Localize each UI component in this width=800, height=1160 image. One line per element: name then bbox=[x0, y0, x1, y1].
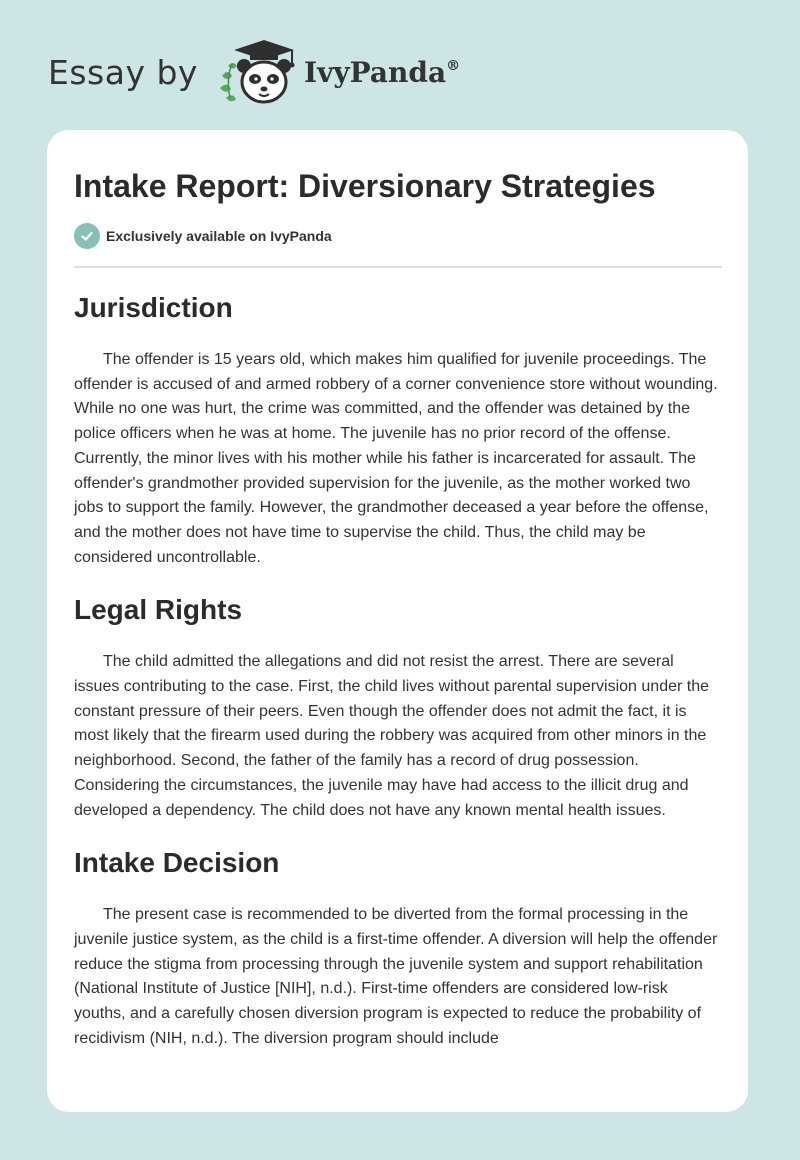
brand-name[interactable] bbox=[304, 56, 460, 89]
section-heading: Jurisdiction bbox=[74, 292, 233, 323]
exclusive-badge bbox=[74, 222, 722, 250]
section-paragraph: The present case is recommended to be diverted from the formal processing in the juvenile justice system, as the child is a first-time offender. A diversion will help the offender reduce the stigma from processing through the juvenile system and support rehabilitation (National Institute of Justice [NIH], n.d.). First-time offenders are considered low-risk youths, and a carefully chosen diversion program is expected to reduce the probability of recidivism (NIH, n.d.). The diversion program should include bbox=[74, 906, 718, 1047]
registered-mark: ® bbox=[446, 57, 461, 74]
section-heading: Legal Rights bbox=[74, 594, 243, 626]
page-title: Intake Report: Diversionary Strategies bbox=[74, 168, 656, 204]
section-jurisdiction bbox=[74, 290, 722, 570]
divider bbox=[74, 266, 722, 268]
badge-label: Exclusively available on IvyPanda bbox=[106, 228, 332, 244]
check-icon bbox=[74, 223, 100, 249]
section-legal-rights bbox=[74, 592, 722, 823]
section-paragraph: The offender is 15 years old, which makes him qualified for juvenile proceedings. The offender is accused of and armed robbery of a corner convenience store without wounding. While no one was hurt, the crime was committed, and the offender was detained by the police officers when he was at home. The juvenile has no prior record of the offense. Currently, the minor lives with his mother while his father is incarcerated for assault. The offender's grandmother provided supervision for the juvenile, as the mother worked two jobs to support the family. However, the grandmother deceased a year before the offense, and the mother does not have time to supervise the child. Thus, the child may be considered uncontrollable. bbox=[74, 351, 718, 566]
section-heading: Intake Decision bbox=[74, 847, 280, 879]
article-card bbox=[47, 130, 748, 1112]
section-paragraph: The child admitted the allegations and did not resist the arrest. There are several issues contributing to the case. First, the child lives without parental supervision under the constant pressure of their peers. Even though the offender does not admit the fact, it is most likely that the firearm used during the robbery was acquired from other minors in the neighborhood. Second, the father of the family has a record of drug possession. Considering the circumstances, the juvenile may have had access to the illicit drug and developed a dependency. The child does not have any known mental health issues. bbox=[74, 653, 709, 819]
essay-by-label: Essay by bbox=[48, 52, 198, 92]
section-intake-decision bbox=[74, 845, 722, 1051]
site-header bbox=[48, 36, 648, 108]
panda-logo-icon[interactable] bbox=[214, 36, 298, 108]
brand-text: IvyPanda bbox=[303, 55, 447, 89]
